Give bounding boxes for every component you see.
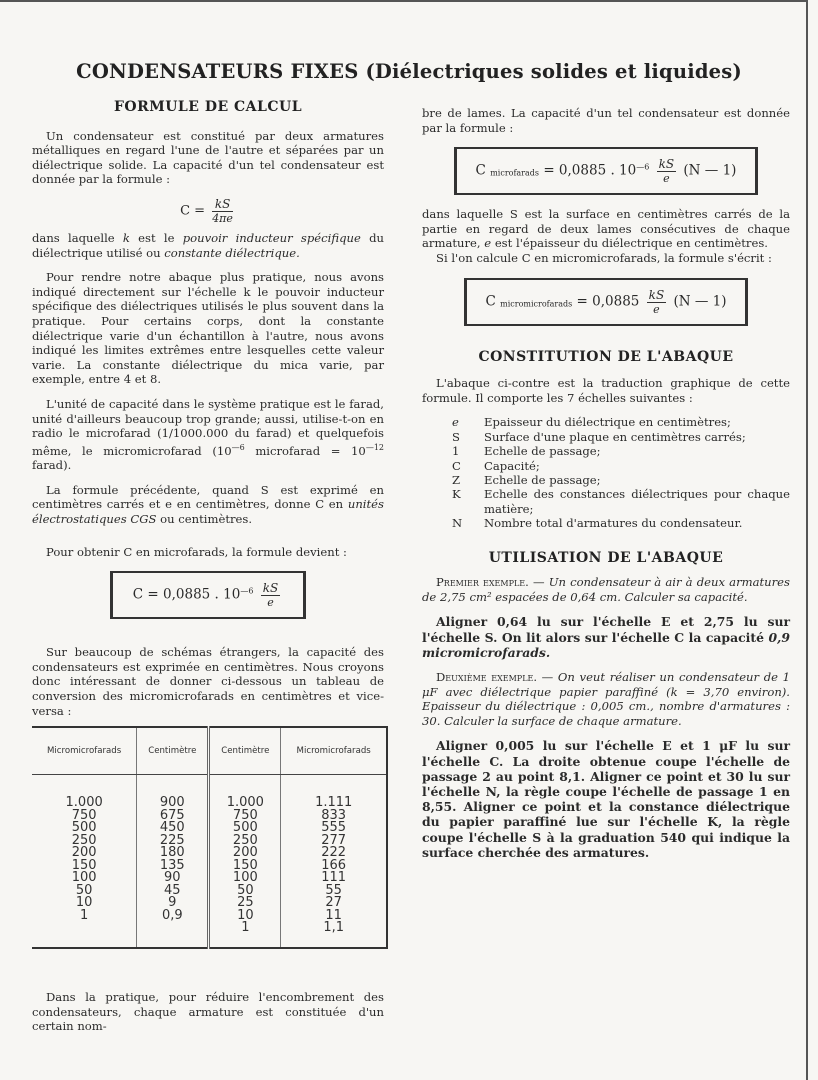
table-cell: 150: [232, 857, 258, 873]
formula-lhs: C =: [180, 203, 206, 219]
table-cell: 1: [241, 920, 250, 935]
example-2-statement: Deuxième exemple. — On veut réaliser un condensateur de 1 μF avec diélectrique papier paraffiné (k = 3,70 environ). Epaisseur du diélectrique : 0,005 cm., nombre d'armatures : 30. Calculer la surface de chaque armature.: [422, 669, 790, 728]
table-cell: 10: [237, 907, 254, 923]
heading-utilisation: UTILISATION DE L'ABAQUE: [488, 549, 724, 566]
formula-box-multilame-microfarads: C microfarads = 0,0885 . $10^{—6}$ $\frac{kS}{e}$ (N — 1): [454, 147, 758, 195]
table-cell: 500: [71, 820, 97, 835]
table-cell: 50: [237, 882, 254, 898]
table-cell: 450: [159, 820, 185, 835]
table-cell: 225: [159, 832, 185, 848]
table-cell: 750: [71, 807, 97, 823]
paragraph-abaque-description: L'abaque ci-contre est la traduction graphique de cette formule. Il comporte les 7 échelles suivantes :: [422, 376, 790, 405]
scale-item: 1 Echelle de passage;: [452, 444, 601, 459]
heading-constitution: CONSTITUTION DE L'ABAQUE: [478, 348, 734, 365]
column-micromicrofarads-values-2: [281, 775, 387, 948]
paragraph-microfarads: Pour obtenir C en microfarads, la formule devient :: [46, 544, 347, 559]
table-cell: 100: [232, 870, 258, 885]
table-cell: 750: [232, 807, 258, 823]
formula-numerator: kS: [212, 197, 233, 212]
example-1-solution: Aligner 0,64 lu sur l'échelle E et 2,75 lu sur l'échelle S. On lit alors sur l'échelle C la capacité 0,9 micromicrofarads.: [422, 614, 790, 660]
table-cell: 0,9: [161, 907, 183, 923]
paragraph-surface: dans laquelle S est la surface en centimètres carrés de la partie en regard de deux lames consécutives de chaque armature, e est l'épaisseur du diélectrique en centimètres.: [422, 207, 790, 251]
paragraph-abaque-k: Pour rendre notre abaque plus pratique, nous avons indiqué directement sur l'échelle k le pouvoir inducteur spécifique des diélectriques utilisés le plus souvent dans la pratique. Pour certains corps, dont la constante diélectrique varie d'un échantillon à l'autre, nous avons indiqué les limites extrêmes entre lesquelles cette valeur varie. La constante diélectrique du mica varie, par exemple, entre 4 et 8.: [32, 270, 384, 387]
formula-box-microfarads: C = 0,0885 . $10^{—6}$ $\frac{kS}{e}$: [110, 571, 306, 619]
paragraph-micromicrofarads: Si l'on calcule C en micromicrofarads, la formule s'écrit :: [436, 250, 772, 265]
table-cell: 25: [237, 895, 254, 910]
table-header: Micromicrofarads: [32, 727, 137, 775]
heading-formule-de-calcul: FORMULE DE CALCUL: [113, 99, 303, 115]
paragraph-conversion-intro: Sur beaucoup de schémas étrangers, la capacité des condensateurs est exprimée en centimètres. Nous croyons donc intéressant de donner ci-dessous un tableau de conversion des micromicrofarads en centimètres et vice-versa :: [32, 645, 384, 718]
table-body-row: [32, 775, 387, 948]
table-cell: 90: [164, 870, 181, 885]
scale-item: Z Echelle de passage;: [452, 472, 601, 487]
page-border-top: [0, 0, 808, 2]
table-cell: 250: [71, 832, 97, 848]
conversion-table: [32, 726, 388, 949]
table-cell: 166: [321, 857, 347, 873]
table-cell: 9: [168, 895, 177, 910]
formula-basic: [32, 197, 384, 225]
scale-item: C Capacité;: [452, 458, 540, 473]
table-cell: 45: [164, 882, 181, 898]
page-border-right: [806, 0, 808, 1080]
table-cell: 111: [321, 870, 347, 885]
table-cell: 277: [321, 832, 347, 848]
table-cell: 1.000: [226, 795, 264, 810]
example-1-statement: Premier exemple. — Un condensateur à air à deux armatures de 2,75 cm² espacées de 0,64 cm. Calculer sa capacité.: [422, 575, 790, 604]
paragraph-intro: Un condensateur est constitué par deux armatures métalliques en regard l'une de l'autre et séparées par un diélectrique solide. La capacité d'un tel condensateur est donnée par la formule :: [32, 128, 384, 187]
title-main: CONDENSATEURS FIXES: [76, 60, 359, 83]
column-centimetre-values-2: [209, 775, 281, 948]
table-cell: 833: [321, 807, 347, 823]
table-cell: 1,1: [323, 920, 345, 935]
column-micromicrofarads-values: [32, 775, 137, 948]
table-cell: 222: [321, 845, 347, 860]
table-cell: 200: [232, 845, 258, 860]
table-cell: 1: [79, 907, 89, 923]
right-column: [422, 106, 790, 860]
column-centimetre-values: [137, 775, 209, 948]
table-cell: 150: [71, 857, 97, 873]
table-cell: 1.000: [65, 795, 103, 810]
table-cell: 100: [71, 870, 97, 885]
paragraph-pratique: Dans la pratique, pour réduire l'encombrement des condensateurs, chaque armature est constituée d'un certain nom-: [32, 990, 384, 1034]
table-header: Micromicrofarads: [281, 727, 387, 775]
table-cell: 10: [75, 895, 93, 910]
table-cell: 555: [321, 820, 347, 835]
table-header: Centimètre: [209, 727, 281, 775]
scale-item: N Nombre total d'armatures du condensateur.: [452, 516, 743, 531]
table-cell: 180: [159, 845, 185, 860]
scales-list: [452, 415, 790, 530]
paragraph-farad: L'unité de capacité dans le système pratique est le farad, unité d'ailleurs beaucoup trop grande; aussi, utilise-t-on en radio le microfarad (1/1000.000 du farad) et quelquefois même, le micromicrofarad ($10^{—6}$ microfarad = $10^{—12}$ farad).: [32, 396, 384, 473]
formula-fraction: [212, 197, 233, 225]
table-cell: 1.111: [315, 795, 353, 810]
paragraph-definition: dans laquelle k est le pouvoir inducteur spécifique du diélectrique utilisé ou constante diélectrique.: [32, 230, 384, 260]
table-cell: 500: [232, 820, 258, 835]
table-cell: 11: [325, 907, 342, 923]
scale-item: S Surface d'une plaque en centimètres carrés;: [452, 429, 746, 444]
table-cell: 27: [325, 895, 342, 910]
title-subtitle: (Diélectriques solides et liquides): [365, 60, 742, 83]
left-column: [32, 100, 384, 718]
scale-item: K Echelle des constances diélectriques pour chaque matière;: [452, 487, 790, 516]
table-cell: 135: [159, 857, 185, 873]
table-cell: 55: [325, 882, 342, 898]
paragraph-cgs: La formule précédente, quand S est exprimé en centimètres carrés et e en centimètres, donne C en unités électrostatiques CGS ou centimètres.: [32, 482, 384, 527]
table-cell: 50: [75, 882, 93, 898]
scale-item: e Epaisseur du diélectrique en centimètres;: [452, 415, 731, 430]
table-cell: 675: [159, 807, 185, 823]
table-cell: 250: [232, 832, 258, 848]
formula-denominator: 4πe: [212, 211, 233, 225]
left-column-bottom: [32, 990, 384, 1034]
formula-box-micromicrofarads: C micromicrofarads = 0,0885 $\frac{kS}{e}$ (N — 1): [464, 278, 748, 326]
paragraph-lames: bre de lames. La capacité d'un tel condensateur est donnée par la formule :: [422, 106, 790, 135]
table-header: Centimètre: [137, 727, 209, 775]
example-2-solution: Aligner 0,005 lu sur l'échelle E et 1 μF lu sur l'échelle C. La droite obtenue coupe l'échelle de passage 2 au point 8,1. Aligner ce point et 30 lu sur l'échelle N, la règle coupe l'échelle de passage 1 en 8,55. Aligner ce point et la constance diélectrique du papier paraffiné lue sur l'échelle K, la règle coupe l'échelle S à la graduation 540 qui indique la surface cherchée des armatures.: [422, 738, 790, 860]
table-cell: 900: [159, 795, 185, 810]
table-cell: 200: [71, 845, 97, 860]
page-title: [0, 60, 818, 83]
